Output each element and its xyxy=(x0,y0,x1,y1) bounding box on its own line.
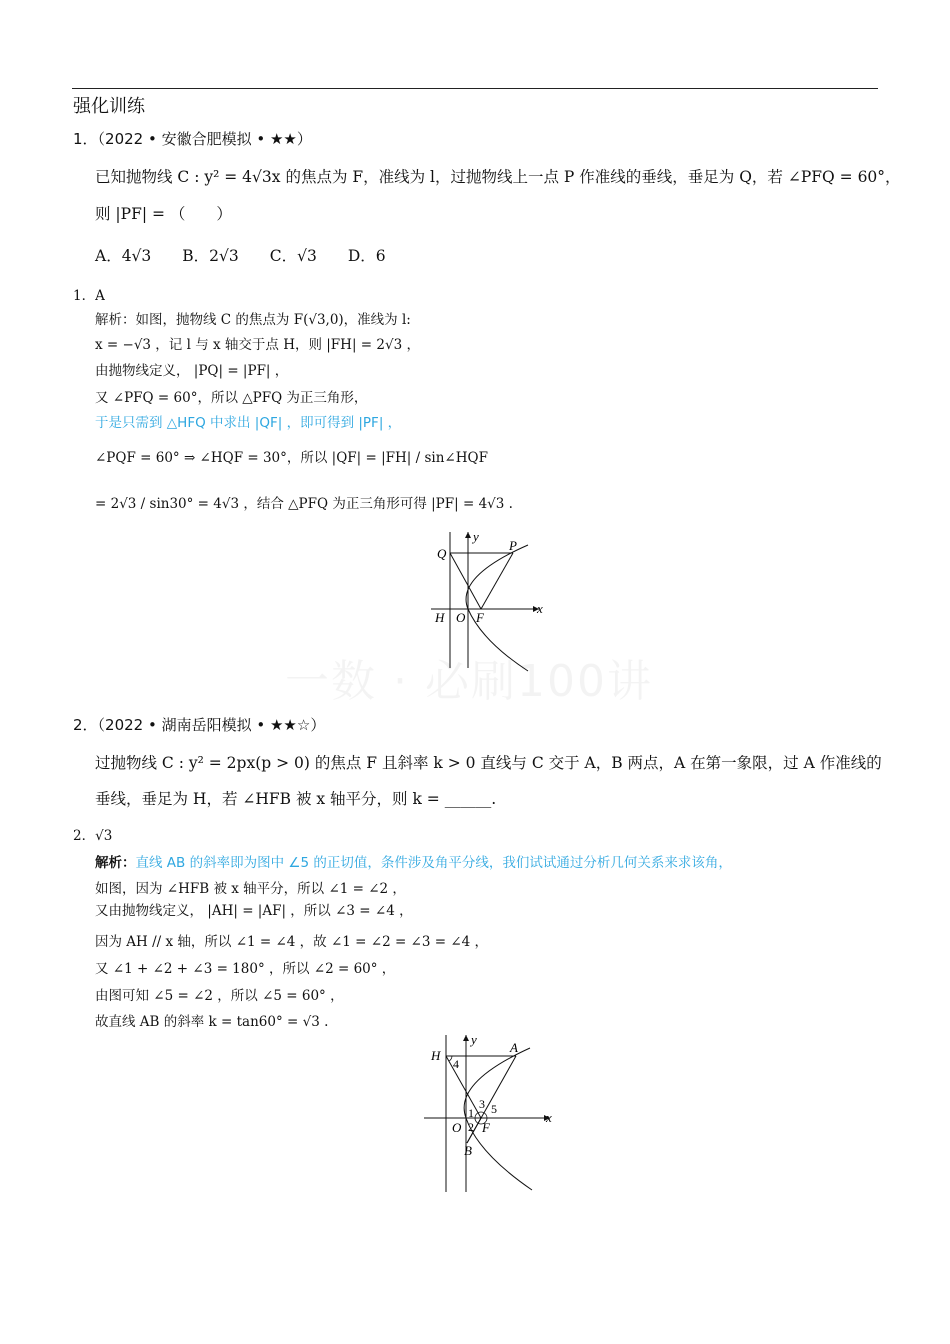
q2-sol-1: 如图，因为 ∠HFB 被 x 轴平分，所以 ∠1 = ∠2 ， xyxy=(95,881,406,897)
label-h: H xyxy=(435,610,445,625)
q2-answer: 2．√3 xyxy=(73,828,113,844)
label-angle-1: 1 xyxy=(468,1106,474,1120)
q1-choices: A．4√3 B．2√3 C．√3 D．6 xyxy=(95,247,386,265)
top-rule xyxy=(72,88,878,89)
label-b: B xyxy=(464,1143,472,1158)
label-angle-5: 5 xyxy=(491,1102,497,1116)
q2-note: 直线 AB 的斜率即为图中 ∠5 的正切值，条件涉及角平分线，我们试试通过分析几何关系来求该角， xyxy=(135,855,732,871)
q2-sol-5: 由图可知 ∠5 = ∠2 ，所以 ∠5 = 60° ， xyxy=(95,988,344,1004)
q1-answer: 1．A xyxy=(73,288,105,304)
q2-sol-3: 因为 AH // x 轴，所以 ∠1 = ∠4 ，故 ∠1 = ∠2 = ∠3 = ∠4 ， xyxy=(95,934,489,950)
label-q: Q xyxy=(437,546,447,561)
label-y: y xyxy=(473,529,479,544)
q2-sol-4: 又 ∠1 + ∠2 + ∠3 = 180° ，所以 ∠2 = 60° ， xyxy=(95,961,396,977)
segment-qf xyxy=(450,553,481,609)
label-angle-4: 4 xyxy=(453,1057,459,1071)
label-o: O xyxy=(452,1120,462,1135)
q2-line2: 垂线，垂足为 H，若 ∠HFB 被 x 轴平分，则 k = ______. xyxy=(95,790,497,808)
label-x: x xyxy=(537,601,543,616)
parabola xyxy=(464,1048,532,1190)
q2-analysis xyxy=(95,851,732,871)
q1-line2: 则 |PF| = （ ） xyxy=(95,205,232,223)
label-p: P xyxy=(509,538,517,553)
q1-sol-6: = 2√3 / sin30° = 4√3 ，结合 △PFQ 为正三角形可得 |PF| = 4√3 . xyxy=(95,496,513,512)
q1-sol-5: ∠PQF = 60° ⇒ ∠HQF = 30°，所以 |QF| = |FH| / sin∠HQF xyxy=(95,450,488,466)
q1-sol-3: 由抛物线定义， |PQ| = |PF| ， xyxy=(95,363,289,379)
section-title: 强化训练 xyxy=(73,96,145,117)
label-h: H xyxy=(431,1048,441,1063)
q1-note: 于是只需到 △HFQ 中求出 |QF| ，即可得到 |PF| ， xyxy=(95,415,402,431)
label-o: O xyxy=(456,610,466,625)
q2-sol-6: 故直线 AB 的斜率 k = tan60° = √3 . xyxy=(95,1014,329,1030)
segment-hf xyxy=(446,1056,481,1118)
label-x: x xyxy=(546,1110,552,1125)
q1-header: 1．（2022 • 安徽合肥模拟 • ★★） xyxy=(73,130,312,148)
label-angle-3: 3 xyxy=(479,1097,485,1111)
q2-figure xyxy=(420,1030,560,1195)
label-angle-2: 2 xyxy=(468,1120,474,1134)
label-y: y xyxy=(471,1032,477,1047)
watermark xyxy=(285,645,653,709)
label-f: F xyxy=(476,610,484,625)
q1-sol-2: x = −√3 ，记 l 与 x 轴交于点 H，则 |FH| = 2√3 ， xyxy=(95,337,420,353)
q1-sol-4: 又 ∠PFQ = 60°，所以 △PFQ 为正三角形， xyxy=(95,390,368,406)
q2-header: 2．（2022 • 湖南岳阳模拟 • ★★☆） xyxy=(73,716,326,734)
q2-sol-label: 解析： xyxy=(95,855,136,871)
q2-sol-2: 又由抛物线定义， |AH| = |AF| ，所以 ∠3 = ∠4 ， xyxy=(95,903,413,919)
angle-arc-4 xyxy=(449,1056,452,1061)
label-f: F xyxy=(482,1120,490,1135)
label-a: A xyxy=(510,1040,518,1055)
q1-sol-1: 解析：如图，抛物线 C 的焦点为 F(√3,0)，准线为 l: xyxy=(95,312,411,328)
q1-line1: 已知抛物线 C : y² = 4√3x 的焦点为 F，准线为 l，过抛物线上一点 P 作准线的垂线，垂足为 Q，若 ∠PFQ = 60°， xyxy=(95,168,901,186)
q2-line1: 过抛物线 C : y² = 2px(p > 0) 的焦点 F 且斜率 k > 0 直线与 C 交于 A，B 两点，A 在第一象限，过 A 作准线的 xyxy=(95,754,882,772)
